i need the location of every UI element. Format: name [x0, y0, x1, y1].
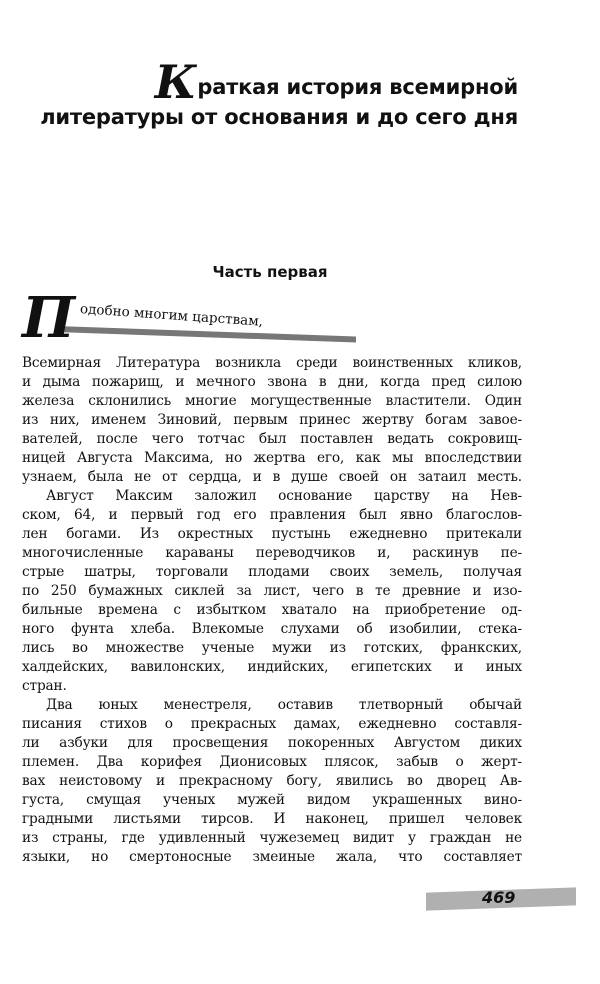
text-line: халдейских, вавилонских, индийских, египетских и иных: [22, 659, 522, 675]
opening-underline-band: [56, 326, 356, 342]
opening-decoration: [22, 285, 342, 351]
text-line: вах неистовому и прекрасному богу, явились во дворец Ав-: [22, 773, 522, 789]
text-line: железа склонились многие могущественные властители. Один: [22, 393, 522, 409]
text-line: вателей, после чего тотчас был поставлен ведать сокровищ-: [22, 431, 522, 447]
text-line: из страны, где удивленный чужеземец видит у граждан не: [22, 830, 522, 846]
text-line: Август Максим заложил основание царству на Нев-: [46, 488, 522, 504]
text-line: многочисленные караваны переводчиков и, раскинув пе-: [22, 545, 522, 561]
text-line: ли азбуки для просвещения покоренных Августом диких: [22, 735, 522, 751]
part-heading: Часть первая: [212, 263, 328, 281]
text-line: лись во множестве ученые мужи из готских, франкских,: [22, 640, 522, 656]
text-line: языки, но смертоносные змеиные жала, что составляет: [22, 849, 522, 865]
page-number-block: [426, 884, 576, 912]
page-number: 469: [482, 888, 516, 907]
chapter-title-line-2: литературы от основания и до сего дня: [40, 105, 518, 129]
chapter-title-line-1: [20, 55, 518, 109]
opening-words: одобно многим царствам,: [79, 301, 264, 330]
text-line: лен богами. Из окрестных пустынь ежедневно притекали: [22, 526, 522, 542]
text-line: Два юных менестреля, оставив тлетворный обычай: [46, 697, 522, 713]
text-line: стрые шатры, торговали плодами своих земель, получая: [22, 564, 522, 580]
title-dropcap: К: [154, 55, 197, 109]
text-line: Всемирная Литература возникла среди воинственных кликов,: [22, 355, 522, 371]
text-line: стран.: [22, 678, 67, 694]
text-line: из них, именем Зиновий, первым принес жертву богам завое-: [22, 412, 522, 428]
text-line: писания стихов о прекрасных дамах, ежедневно составля-: [22, 716, 522, 732]
text-line: густа, смущая ученых мужей видом украшенных вино-: [22, 792, 522, 808]
text-line: по 250 бумажных сиклей за лист, чего в те древние и изо-: [22, 583, 522, 599]
body-text: [22, 354, 522, 867]
text-line: ском, 64, и первый год его правления был явно благослов-: [22, 507, 522, 523]
title-line-1-text: раткая история всемирной: [197, 75, 518, 99]
text-line: узнаем, была не от сердца, и в душе своей он затаил месть.: [22, 469, 522, 485]
text-line: племен. Два корифея Дионисовых плясок, забыв о жерт-: [22, 754, 522, 770]
text-line: и дыма пожарищ, и мечного звона в дни, когда пред силою: [22, 374, 522, 390]
text-line: бильные времена с избытком хватало на приобретение од-: [22, 602, 522, 618]
opening-dropcap: П: [22, 285, 75, 351]
text-line: ницей Августа Максима, но жертва его, как мы впоследствии: [22, 450, 522, 466]
text-line: ного фунта хлеба. Влекомые слухами об изобилии, стека-: [22, 621, 522, 637]
chapter-title: [20, 55, 518, 132]
text-line: градными листьями тирсов. И наконец, пришел человек: [22, 811, 522, 827]
